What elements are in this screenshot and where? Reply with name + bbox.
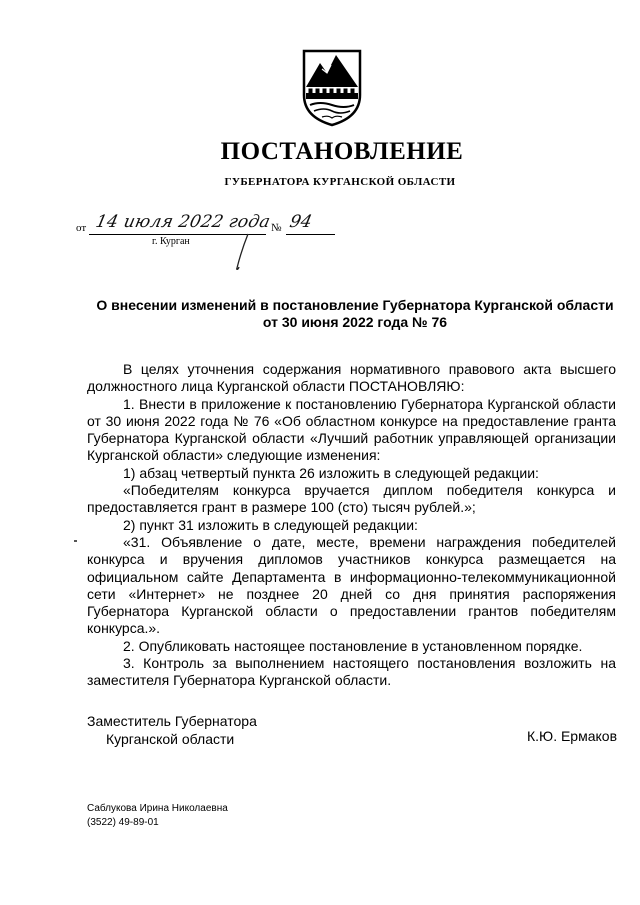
heading-line-2: от 30 июня 2022 года № 76	[262, 314, 448, 330]
date-prefix-label: от	[76, 222, 87, 234]
signatory-name: К.Ю. Ермаков	[527, 728, 618, 744]
document-subtitle: ГУБЕРНАТОРА КУРГАНСКОЙ ОБЛАСТИ	[224, 176, 456, 188]
document-heading	[60, 297, 640, 331]
body-paragraph: 2. Опубликовать настоящее постановление в установленном порядке.	[123, 637, 583, 654]
number-label: №	[271, 222, 282, 234]
body-paragraph: «31. Объявление о дате, месте, времени награждения победителей конкурса и вручения дипломов участников конкурса размещается на официальном сайте Департамента в информационно-телекоммуникационной сети «Интернет» не позднее 20 дней со дня принятия распоряжения Губернатора Курганской области о предоставлении грантов победителям конкурса.».	[87, 533, 616, 637]
signatory-position-line-2: Курганской области	[106, 731, 235, 747]
executor-phone: (3522) 49-89-01	[87, 817, 159, 828]
body-paragraph: В целях уточнения содержания нормативного правового акта высшего должностного лица Курганской области ПОСТАНОВЛЯЮ:	[87, 361, 616, 395]
body-paragraph: «Победителям конкурса вручается диплом победителя конкурса и предоставляется грант в размере 100 (сто) тысяч рублей.»;	[87, 482, 616, 516]
executor-block	[87, 802, 228, 830]
margin-mark	[74, 540, 77, 542]
handwritten-date: 14 июля 2022 года	[93, 212, 273, 232]
body-paragraph: 2) пункт 31 изложить в следующей редакции:	[123, 516, 418, 533]
executor-name: Саблукова Ирина Николаевна	[87, 803, 228, 814]
pen-stroke-mark	[232, 232, 252, 272]
body-paragraph: 1) абзац четвертый пункта 26 изложить в следующей редакции:	[123, 464, 539, 481]
document-body	[87, 361, 616, 690]
body-paragraph: 3. Контроль за выполнением настоящего постановления возложить на заместителя Губернатора Курганской области.	[87, 655, 616, 689]
body-paragraph: 1. Внести в приложение к постановлению Губернатора Курганской области от 30 июня 2022 года № 76 «Об областном конкурсе на предоставление гранта Губернатора Курганской области «Лучший работник управляющей организации Курганской области» следующие изменения:	[87, 395, 616, 464]
document-title: ПОСТАНОВЛЕНИЕ	[220, 138, 464, 165]
coat-of-arms-icon	[300, 47, 364, 127]
signatory-position	[87, 712, 257, 748]
heading-line-1: О внесении изменений в постановление Губернатора Курганской области	[96, 297, 614, 313]
city-label: г. Курган	[152, 236, 190, 247]
signatory-position-line-1: Заместитель Губернатора	[87, 713, 257, 729]
number-underline	[286, 234, 335, 235]
handwritten-number: 94	[287, 212, 314, 232]
